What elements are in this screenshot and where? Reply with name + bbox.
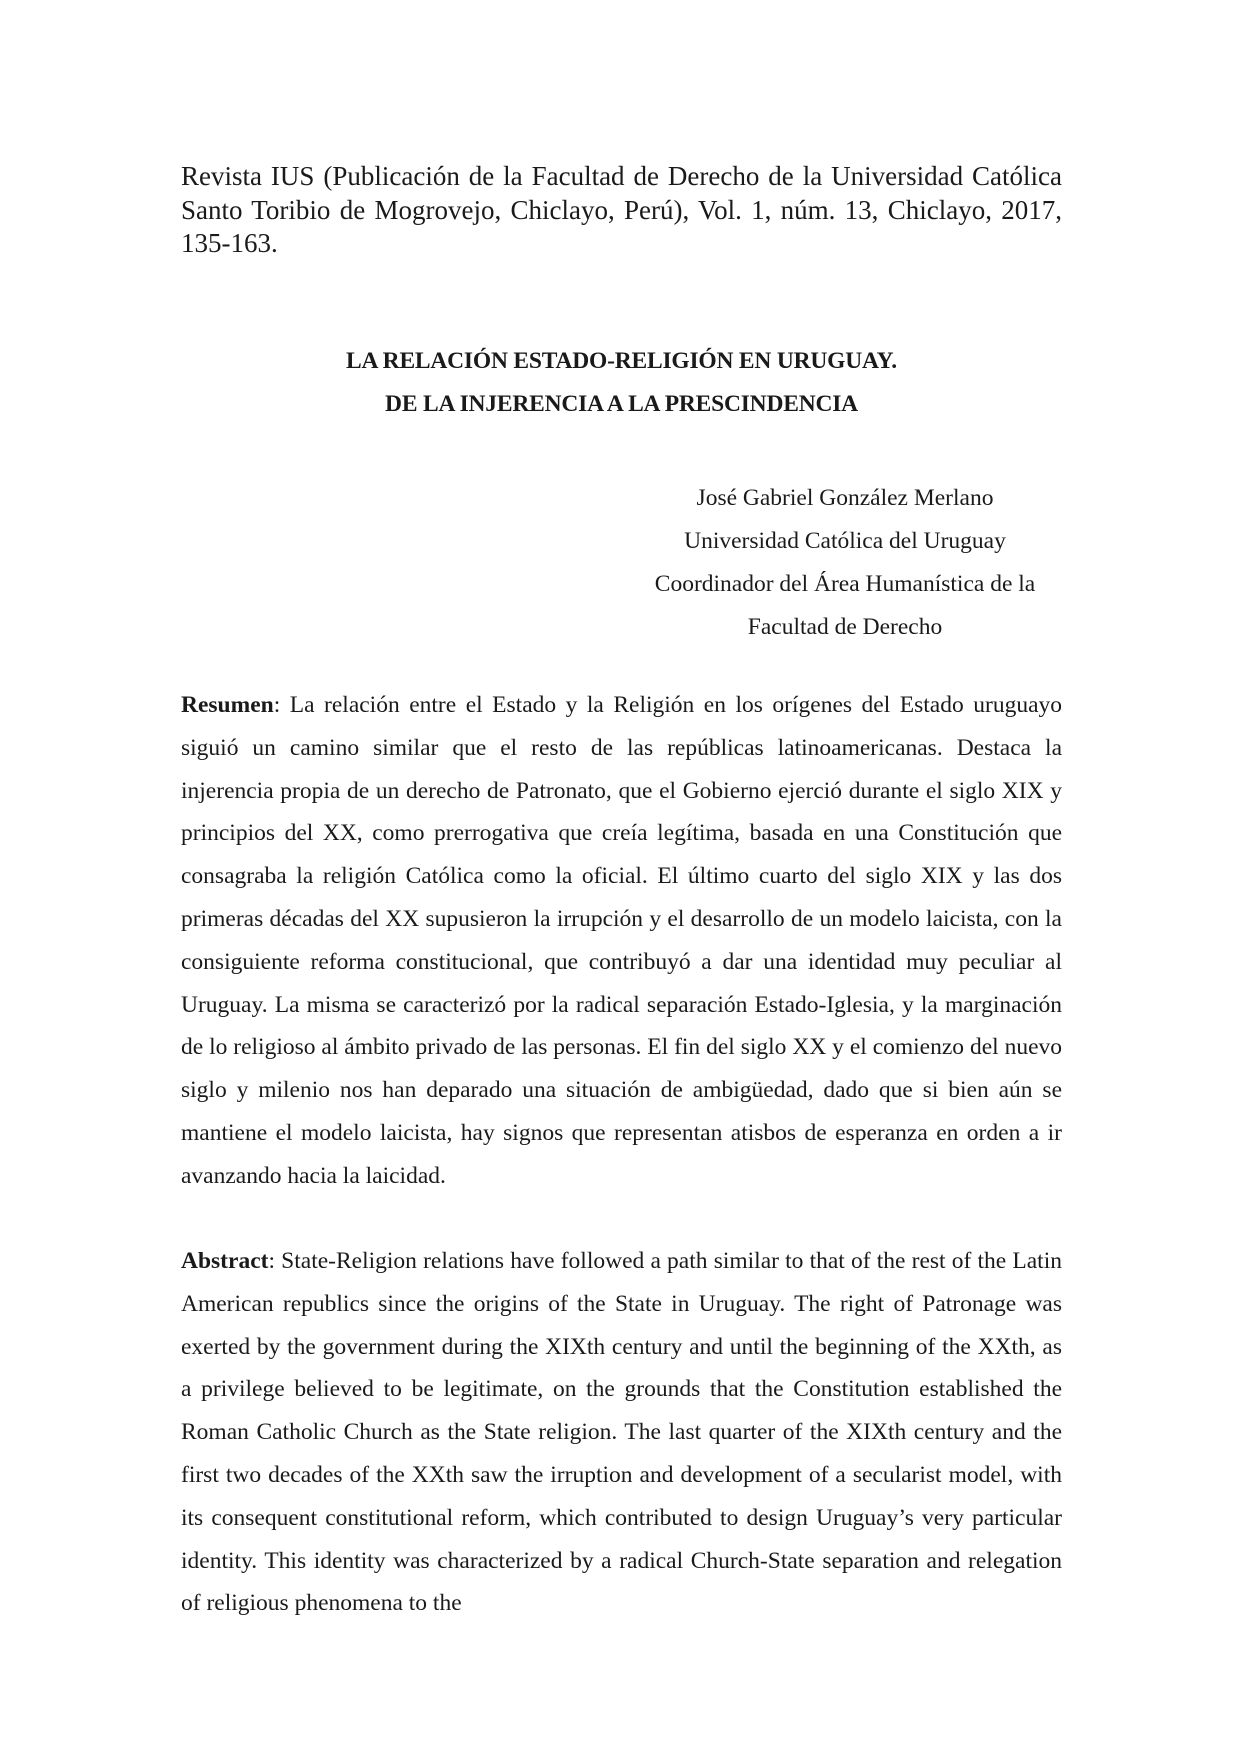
resumen-paragraph — [181, 684, 1062, 1198]
abstract-label: Abstract — [181, 1248, 269, 1274]
author-faculty: Facultad de Derecho — [747, 614, 943, 640]
abstract-paragraph — [181, 1240, 1062, 1625]
author-role: Coordinador del Área Humanística de la — [654, 571, 1036, 597]
resumen-label: Resumen — [181, 692, 274, 718]
author-block — [620, 477, 1070, 649]
article-title-line-2: DE LA INJERENCIA A LA PRESCINDENCIA — [385, 391, 858, 417]
author-institution: Universidad Católica del Uruguay — [684, 528, 1006, 554]
article-title-line-1: LA RELACIÓN ESTADO-RELIGIÓN EN URUGUAY. — [346, 348, 897, 374]
author-name: José Gabriel González Merlano — [696, 485, 994, 511]
resumen-text: : La relación entre el Estado y la Religión en los orígenes del Estado uruguayo siguió un camino similar que el resto de las repúblicas latinoamericanas. Destaca la injerencia propia de un derecho de Patronato, que el Gobierno ejerció durante el siglo XIX y principios del XX, como prerrogativa que creía legítima, basada en una Constitución que consagraba la religión Católica como la oficial. El último cuarto del siglo XIX y las dos primeras décadas del XX supusieron la irrupción y el desarrollo de un modelo laicista, con la consiguiente reforma constitucional, que contribuyó a dar una identidad muy peculiar al Uruguay. La misma se caracterizó por la radical separación Estado-Iglesia, y la marginación de lo religioso al ámbito privado de las personas. El fin del siglo XX y el comienzo del nuevo siglo y milenio nos han deparado una situación de ambigüedad, dado que si bien aún se mantiene el modelo laicista, hay signos que representan atisbos de esperanza en orden a ir avanzando hacia la laicidad. — [181, 692, 1062, 1189]
abstract-text: : State-Religion relations have followed a path similar to that of the rest of the Latin American republics since the origins of the State in Uruguay. The right of Patronage was exerted by the government during the XIXth century and until the beginning of the XXth, as a privilege believed to be legitimate, on the grounds that the Constitution established the Roman Catholic Church as the State religion. The last quarter of the XIXth century and the first two decades of the XXth saw the irruption and development of a secularist model, with its consequent constitutional reform, which contributed to design Uruguay’s very particular identity. This identity was characterized by a radical Church-State separation and relegation of religious phenomena to the — [181, 1248, 1062, 1617]
journal-citation: Revista IUS (Publicación de la Facultad de Derecho de la Universidad Católica Santo Toribio de Mogrovejo, Chiclayo, Perú), Vol. 1, núm. 13, Chiclayo, 2017, 135-163. — [181, 161, 1062, 258]
